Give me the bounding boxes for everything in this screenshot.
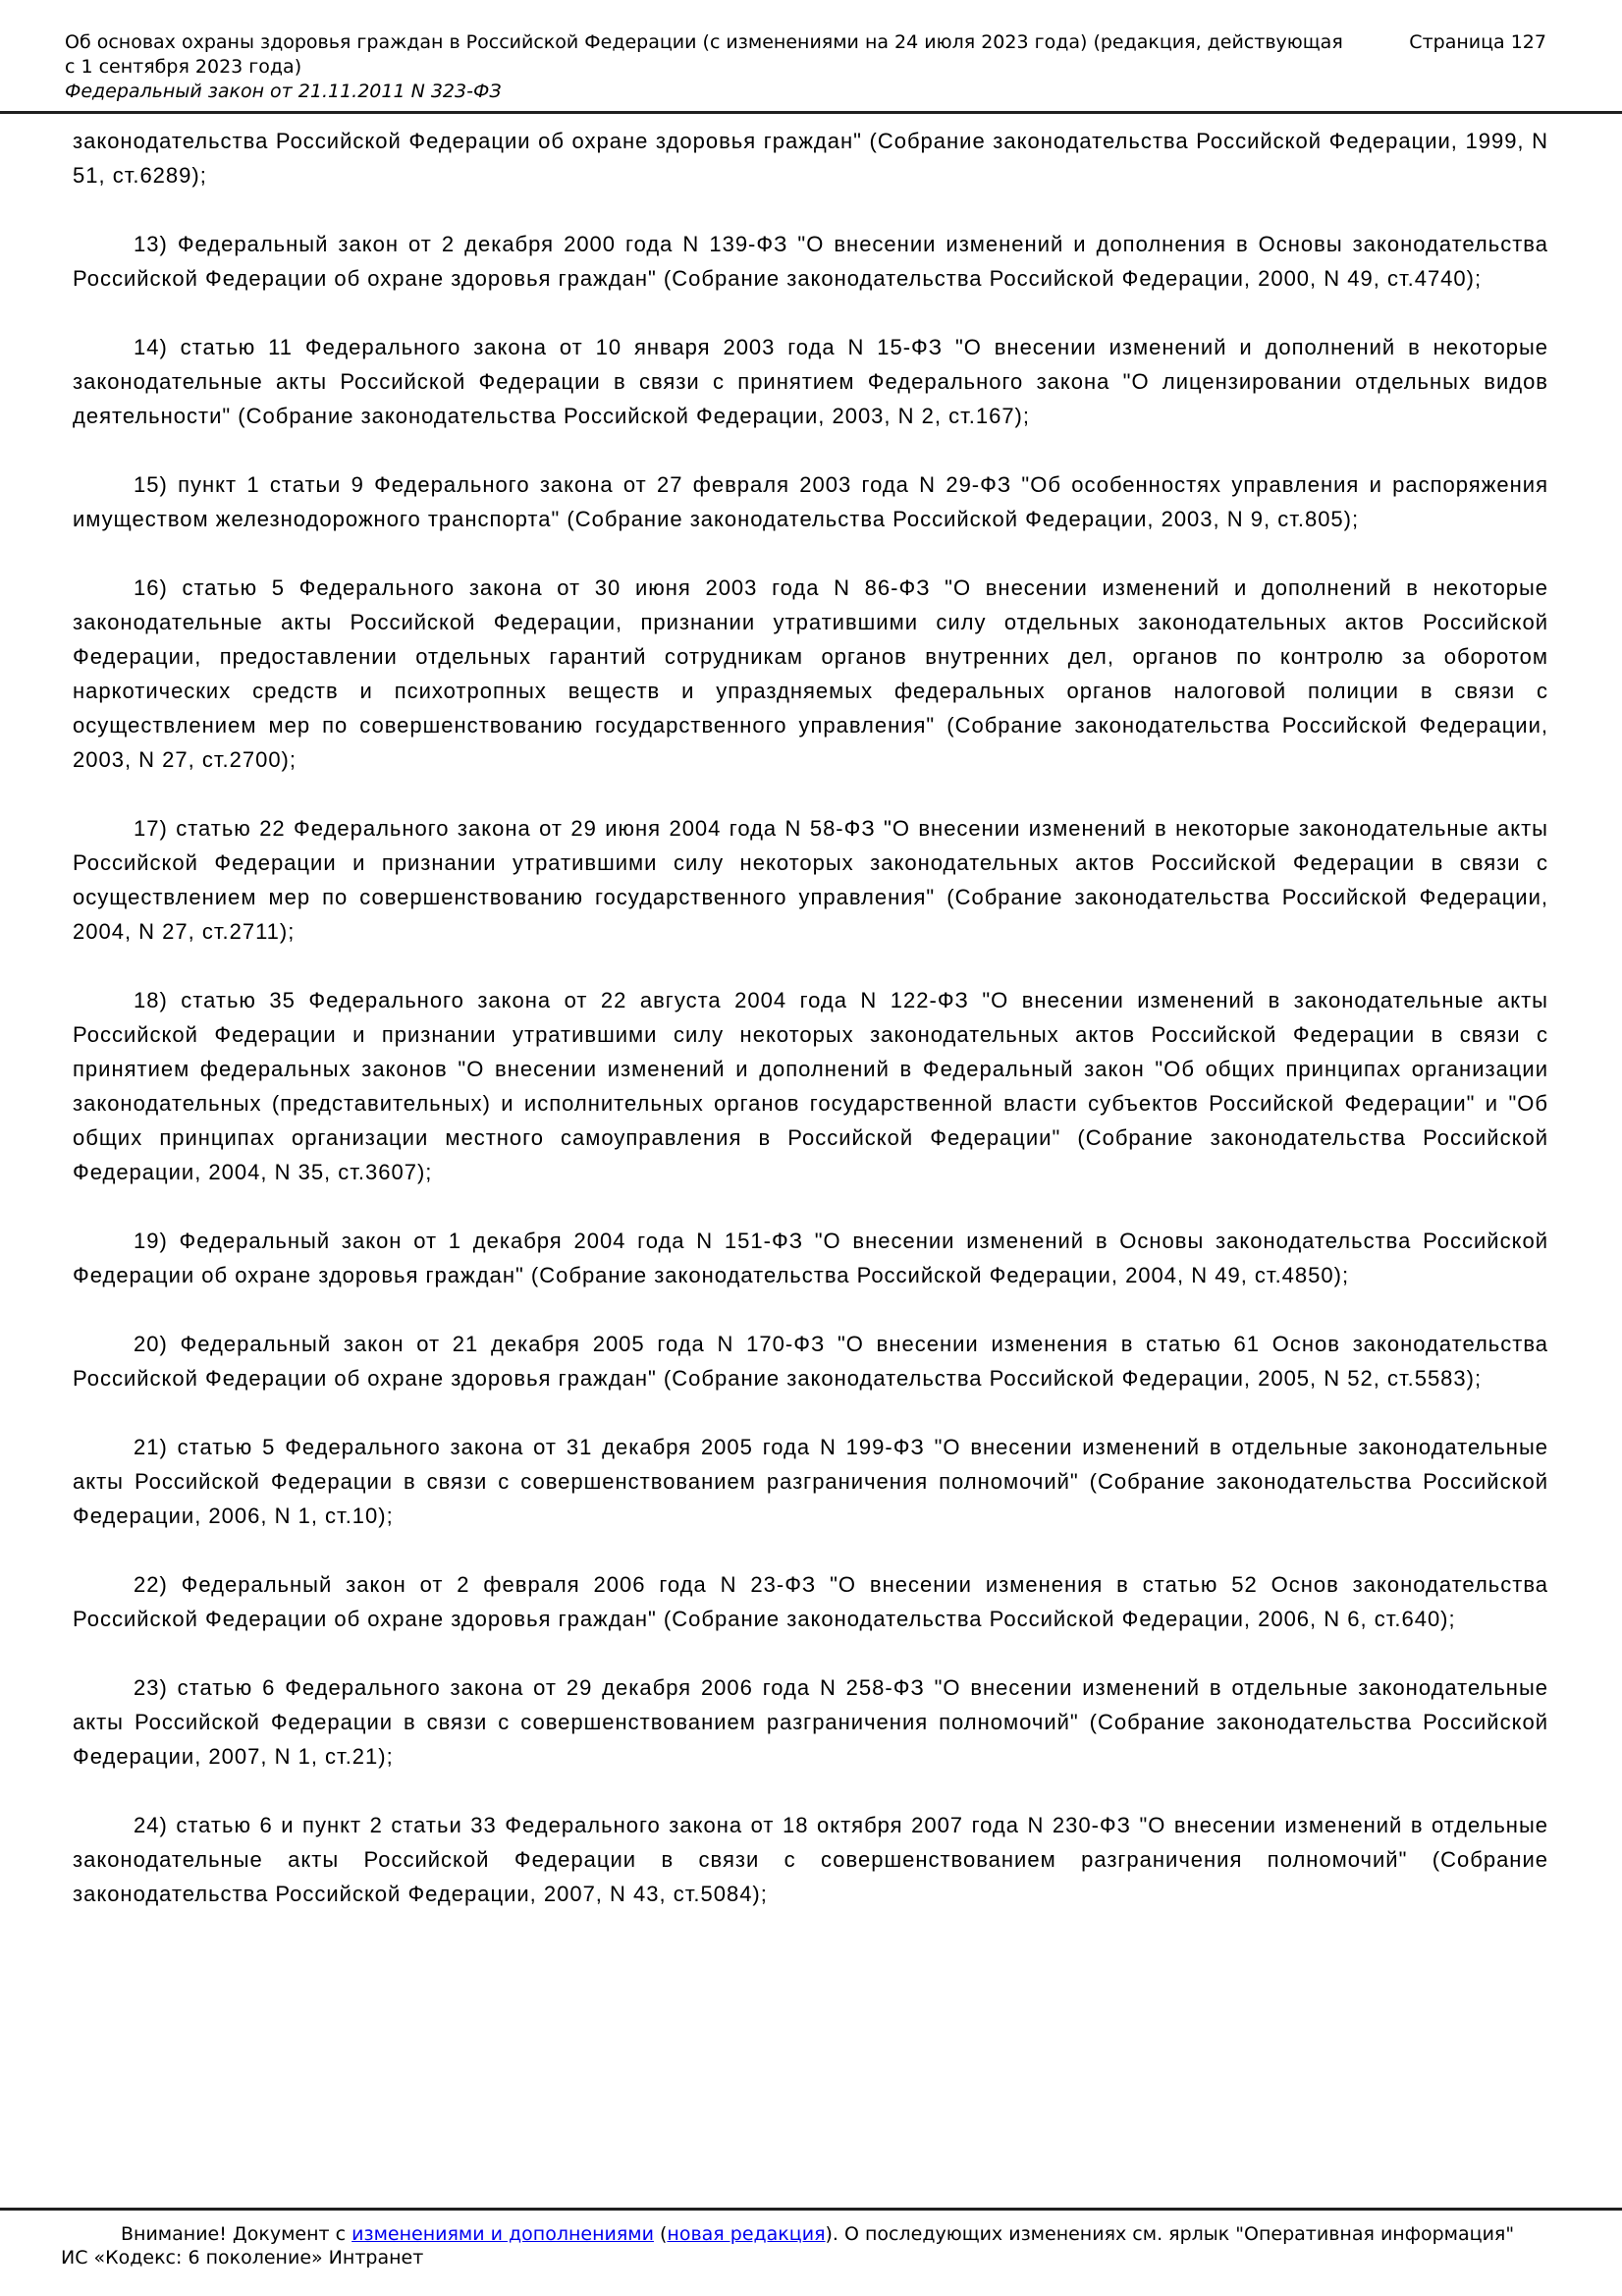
- document-title-line: Об основах охраны здоровья граждан в Российской Федерации (с изменениями на 24 июля 2023 года) (редакция, действующая: [65, 31, 1343, 53]
- paragraph: 19) Федеральный закон от 1 декабря 2004 года N 151-ФЗ "О внесении изменений в Основы законодательства Российской Федерации об охране здоровья граждан" (Собрание законодательства Российской Федерации, 2004, N 49, ст.4850);: [73, 1229, 1548, 1287]
- page-header: [0, 0, 1622, 104]
- paragraph: 22) Федеральный закон от 2 февраля 2006 года N 23-ФЗ "О внесении изменения в статью 52 Основ законодательства Российской Федерации об охране здоровья граждан" (Собрание законодательства Российской Федерации, 2006, N 6, ст.640);: [73, 1572, 1548, 1631]
- notice-text-prefix: Внимание! Документ с: [121, 2223, 352, 2245]
- paragraph: законодательства Российской Федерации об охране здоровья граждан" (Собрание законодательства Российской Федерации, 1999, N 51, ст.6289);: [73, 129, 1548, 188]
- amendments-link[interactable]: изменениями и дополнениями: [351, 2223, 654, 2245]
- document-subtitle: Федеральный закон от 21.11.2011 N 323-ФЗ: [65, 81, 502, 102]
- footer-notice: [0, 2211, 1622, 2246]
- document-title: [65, 30, 1546, 80]
- paragraph: 21) статью 5 Федерального закона от 31 декабря 2005 года N 199-ФЗ "О внесении изменений в отдельные законодательные акты Российской Федерации в связи с совершенствованием разграничения полномочий" (Собрание законодательства Российской Федерации, 2006, N 1, ст.10);: [73, 1435, 1548, 1528]
- notice-text-suffix: ). О последующих изменениях см. ярлык "Оперативная информация": [825, 2223, 1515, 2245]
- paragraph: 24) статью 6 и пункт 2 статьи 33 Федерального закона от 18 октября 2007 года N 230-ФЗ "О внесении изменений в отдельные законодательные акты Российской Федерации в связи с совершенствованием разграничения полномочий" (Собрание законодательства Российской Федерации, 2007, N 43, ст.5084);: [73, 1813, 1548, 1906]
- paragraph: 14) статью 11 Федерального закона от 10 января 2003 года N 15-ФЗ "О внесении изменений и дополнений в некоторые законодательные акты Российской Федерации в связи с принятием Федерального закона "О лицензировании отдельных видов деятельности" (Собрание законодательства Российской Федерации, 2003, N 2, ст.167);: [73, 335, 1548, 428]
- new-edition-link[interactable]: новая редакция: [667, 2223, 826, 2245]
- document-title-line: с 1 сентября 2023 года): [65, 56, 302, 78]
- page-number: Страница 127: [1409, 31, 1546, 53]
- page-footer: [0, 2208, 1622, 2269]
- paragraph: 15) пункт 1 статьи 9 Федерального закона от 27 февраля 2003 года N 29-ФЗ "Об особенностях управления и распоряжения имуществом железнодорожного транспорта" (Собрание законодательства Российской Федерации, 2003, N 9, ст.805);: [73, 472, 1548, 531]
- document-body: [0, 114, 1622, 1911]
- paragraph: 16) статью 5 Федерального закона от 30 июня 2003 года N 86-ФЗ "О внесении изменений и дополнений в некоторые законодательные акты Российской Федерации, признании утратившими силу отдельных законодательных актов Российской Федерации, предоставлении отдельных гарантий сотрудникам органов внутренних дел, органов по контролю за оборотом наркотических средств и психотропных веществ и упраздняемых федеральных органов налоговой полиции в связи с осуществлением мер по совершенствованию государственного управления" (Собрание законодательства Российской Федерации, 2003, N 27, ст.2700);: [73, 575, 1548, 772]
- paragraph: 17) статью 22 Федерального закона от 29 июня 2004 года N 58-ФЗ "О внесении изменений в некоторые законодательные акты Российской Федерации и признании утратившими силу некоторых законодательных актов Российской Федерации в связи с осуществлением мер по совершенствованию государственного управления" (Собрание законодательства Российской Федерации, 2004, N 27, ст.2711);: [73, 816, 1548, 944]
- paragraph: 13) Федеральный закон от 2 декабря 2000 года N 139-ФЗ "О внесении изменений и дополнения в Основы законодательства Российской Федерации об охране здоровья граждан" (Собрание законодательства Российской Федерации, 2000, N 49, ст.4740);: [73, 232, 1548, 291]
- notice-text-middle: (: [653, 2223, 668, 2245]
- paragraph: 18) статью 35 Федерального закона от 22 августа 2004 года N 122-ФЗ "О внесении изменений в законодательные акты Российской Федерации и признании утратившими силу некоторых законодательных актов Российской Федерации в связи с принятием федеральных законов "О внесении изменений и дополнений в Федеральный закон "Об общих принципах организации законодательных (представительных) и исполнительных органов государственной власти субъектов Российской Федерации" и "Об общих принципах организации местного самоуправления в Российской Федерации" (Собрание законодательства Российской Федерации, 2004, N 35, ст.3607);: [73, 988, 1548, 1184]
- paragraph: 23) статью 6 Федерального закона от 29 декабря 2006 года N 258-ФЗ "О внесении изменений в отдельные законодательные акты Российской Федерации в связи с совершенствованием разграничения полномочий" (Собрание законодательства Российской Федерации, 2007, N 1, ст.21);: [73, 1675, 1548, 1769]
- system-label: ИС «Кодекс: 6 поколение» Интранет: [61, 2247, 424, 2269]
- paragraph: 20) Федеральный закон от 21 декабря 2005 года N 170-ФЗ "О внесении изменения в статью 61 Основ законодательства Российской Федерации об охране здоровья граждан" (Собрание законодательства Российской Федерации, 2005, N 52, ст.5583);: [73, 1332, 1548, 1391]
- header-title-block: [65, 30, 1546, 104]
